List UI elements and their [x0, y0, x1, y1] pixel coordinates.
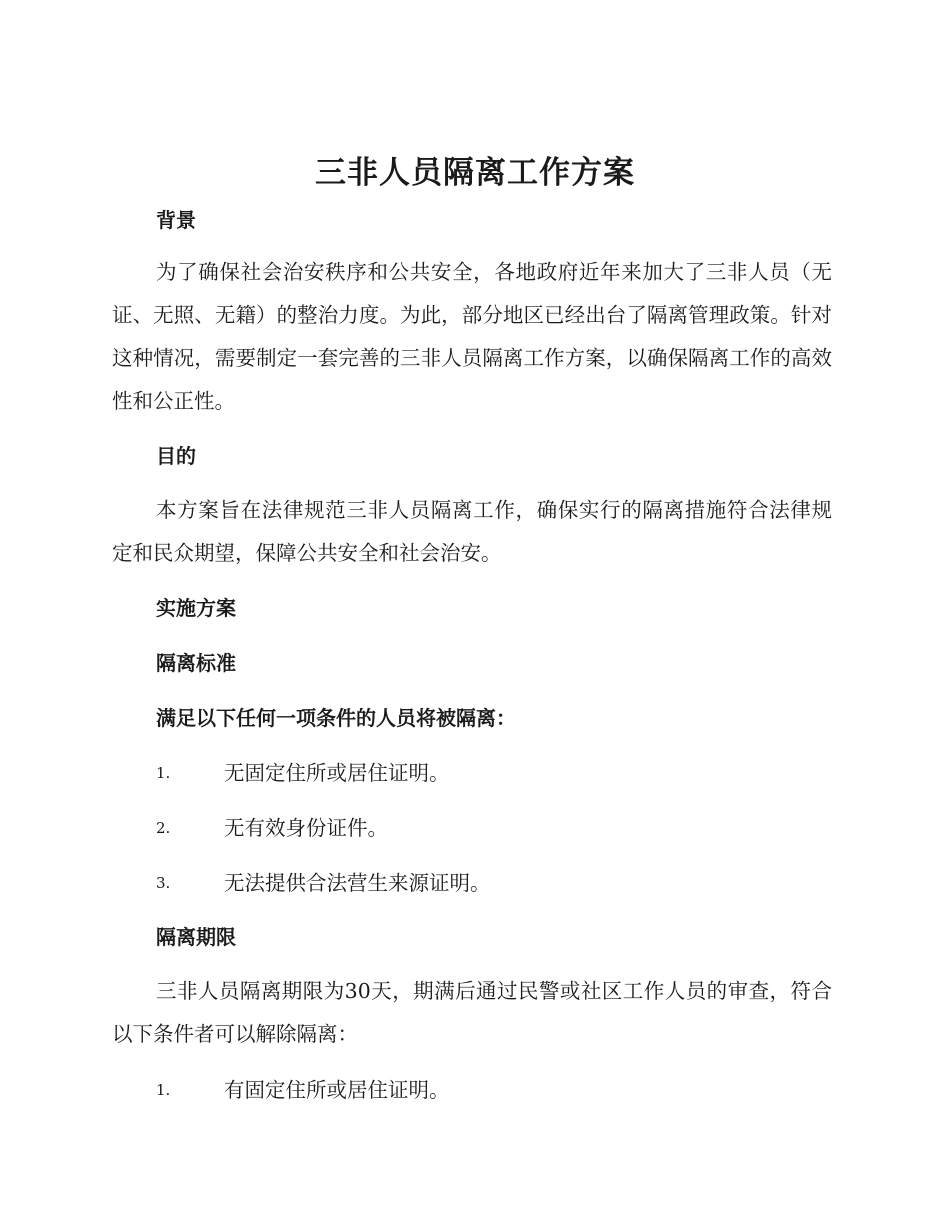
heading-isolation-period: 隔离期限: [156, 925, 236, 949]
heading-implementation: 实施方案: [156, 596, 236, 620]
heading-purpose: 目的: [156, 444, 196, 468]
list-number: 3.: [156, 874, 171, 892]
standard-intro: 满足以下任何一项条件的人员将被隔离：: [156, 706, 516, 730]
list-text: 有固定住所或居住证明。: [224, 1078, 450, 1102]
heading-isolation-standard: 隔离标准: [156, 651, 236, 675]
paragraph-purpose: 本方案旨在法律规范三非人员隔离工作，确保实行的隔离措施符合法律规定和民众期望，保障公共安全和社会治安。: [112, 498, 832, 565]
heading-background: 背景: [156, 208, 196, 232]
paragraph-background: 为了确保社会治安秩序和公共安全，各地政府近年来加大了三非人员（无证、无照、无籍）的整治力度。为此，部分地区已经出台了隔离管理政策。针对这种情况，需要制定一套完善的三非人员隔离工作方案，以确保隔离工作的高效性和公正性。: [112, 260, 832, 413]
document-title: 三非人员隔离工作方案: [315, 155, 635, 191]
list-number: 1.: [156, 764, 171, 782]
paragraph-period: 三非人员隔离期限为30天，期满后通过民警或社区工作人员的审查，符合以下条件者可以解除隔离：: [112, 979, 832, 1046]
list-text: 无固定住所或居住证明。: [224, 761, 450, 785]
list-text: 无有效身份证件。: [224, 816, 388, 840]
list-number: 2.: [156, 819, 171, 837]
list-text: 无法提供合法营生来源证明。: [224, 871, 491, 895]
list-number: 1.: [156, 1081, 171, 1099]
